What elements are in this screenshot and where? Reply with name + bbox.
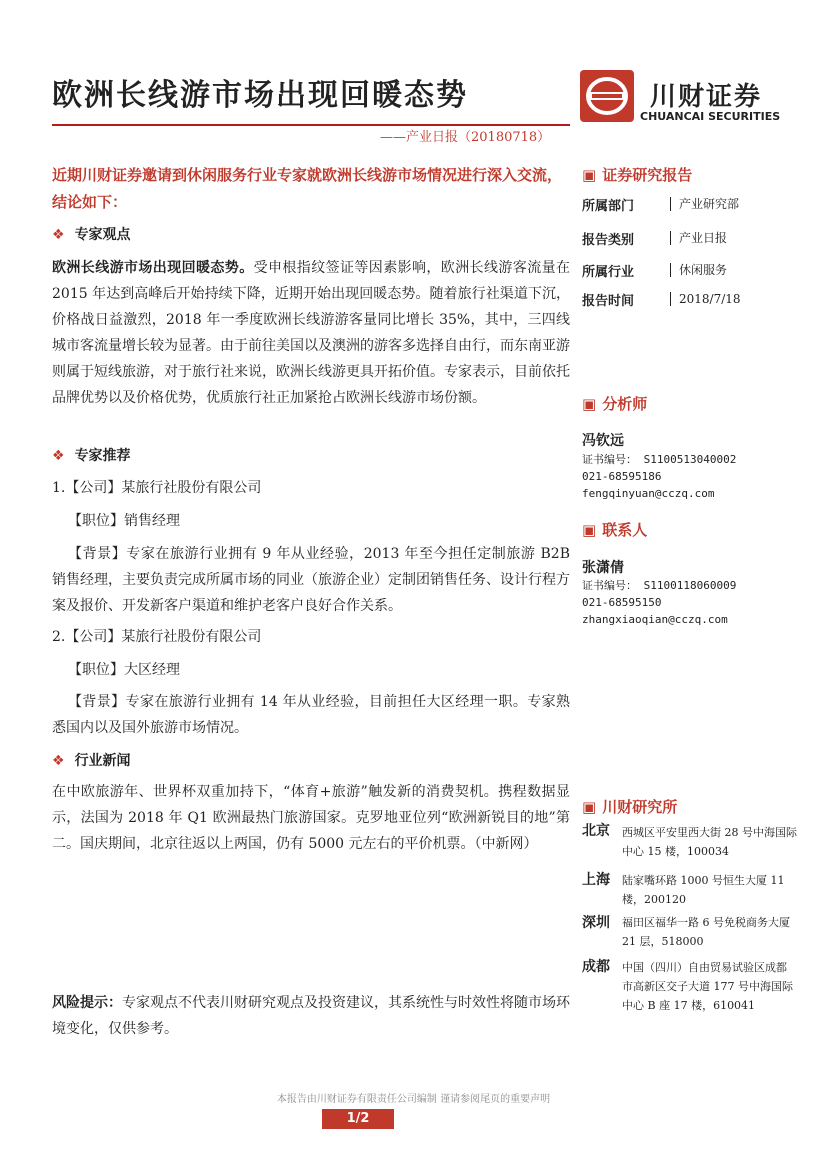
expert-view-lead: 欧洲长线游市场出现回暖态势。 [52,260,254,276]
rec-1-position: 【职位】销售经理 [68,513,180,529]
meta-label: 报告时间 [582,294,635,309]
section-heading-industry-news: ❖ 行业新闻 [52,753,131,769]
brand-name-en: CHUANCAI SECURITIES [640,110,781,123]
office-address: 中国（四川）自由贸易试验区成都市高新区交子大道 177 号中海国际中心 B 座 17 楼，610041 [622,961,793,1012]
meta-value: 产业研究部 [670,197,739,211]
contact-cert: 证书编号： S1100118060009 [582,579,737,592]
chuancai-logo [580,70,634,122]
analyst-phone: 021-68595186 [582,470,662,483]
contact-phone: 021-68595150 [582,596,662,609]
sidebar-contact-heading: ▣ 联系人 [582,521,648,539]
page-title: 欧洲长线游市场出现回暖态势 [52,78,468,113]
office-city: 成都 [582,959,610,975]
analyst-email[interactable]: fengqinyuan@cczq.com [582,487,715,500]
meta-value: 产业日报 [670,231,727,245]
section-heading-expert-rec: ❖ 专家推荐 [52,448,131,464]
expert-view-paragraph [52,255,570,411]
rec-2-background: 【背景】专家在旅游行业拥有 14 年从业经验，目前担任大区经理一职。专家熟悉国内以及国外旅游市场情况。 [52,694,570,736]
page-number: 1/2 [322,1109,394,1129]
brand-name: 川财证券 [650,82,763,112]
risk-warning [52,990,570,1042]
analyst-cert: 证书编号： S1100513040002 [582,453,737,466]
meta-label: 所属行业 [582,265,635,280]
analyst-icon: ▣ [582,395,597,413]
expert-view-body: 受申根指纹签证等因素影响，欧洲长线游客流量在 2015 年达到高峰后开始持续下降，近期开始出现回暖态势。随着旅行社渠道下沉，价格战日益激烈，2018 年一季度欧洲长线游游客量同比增长 35%，其中，三四线城市客流量增长较为显著。由于前往美国以及澳洲的游客多选择自由行，而东南亚游则属于短线旅游，对于旅行社来说，欧洲长线游更具开拓价值。专家表示，目前依托品牌优势以及价格优势，优质旅行社正加紧抢占欧洲长线游市场份额。 [52,260,571,406]
lead-summary: 近期川财证券邀请到休闲服务行业专家就欧洲长线游市场情况进行深入交流，结论如下： [52,166,563,211]
office-city: 深圳 [582,915,610,931]
risk-body: 专家观点不代表川财研究观点及投资建议，其系统性与时效性将随市场环境变化，仅供参考。 [52,995,570,1037]
footer-disclaimer: 本报告由川财证券有限责任公司编制 谨请参阅尾页的重要声明 [276,1094,551,1105]
rec-2-company: 2.【公司】某旅行社股份有限公司 [52,629,262,645]
office-city: 上海 [582,872,610,888]
meta-label: 报告类别 [582,233,635,248]
diamond-bullet-icon: ❖ [52,753,65,769]
office-address: 福田区福华一路 6 号免税商务大厦 21 层，518000 [622,916,790,948]
risk-label: 风险提示： [52,995,122,1011]
contact-icon: ▣ [582,521,597,539]
contact-name: 张潇倩 [582,560,624,576]
diamond-bullet-icon: ❖ [52,227,65,243]
analyst-name: 冯钦远 [582,433,624,449]
rec-2-position: 【职位】大区经理 [68,662,180,678]
contact-email[interactable]: zhangxiaoqian@cczq.com [582,613,728,626]
office-address: 西城区平安里西大街 28 号中海国际中心 15 楼，100034 [622,826,797,858]
sidebar-analyst-heading: ▣ 分析师 [582,395,648,413]
office-city: 北京 [582,823,610,839]
diamond-bullet-icon: ❖ [52,448,65,464]
meta-label: 所属部门 [582,199,635,214]
industry-news-paragraph: 在中欧旅游年、世界杯双重加持下，“体育+旅游”触发新的消费契机。携程数据显示，法国为 2018 年 Q1 欧洲最热门旅游国家。克罗地亚位列“欧洲新锐目的地”第二。国庆期间，北京往返以上两国，仍有 5000 元左右的平价机票。（中新网） [52,784,570,852]
sidebar-report-heading: ▣ 证券研究报告 [582,166,693,184]
report-subtitle: ——产业日报（20180718） [380,130,551,145]
office-address: 陆家嘴环路 1000 号恒生大厦 11 楼，200120 [622,874,785,906]
section-heading-expert-view: ❖ 专家观点 [52,227,131,243]
report-icon: ▣ [582,166,597,184]
meta-value: 2018/7/18 [670,292,741,306]
rec-1-background: 【背景】专家在旅游行业拥有 9 年从业经验，2013 年至今担任定制旅游 B2B 销售经理，主要负责完成所属市场的同业（旅游企业）定制团销售任务、设计行程方案及报价、开发新客户渠道和维护老客户良好合作关系。 [52,546,570,614]
meta-value: 休闲服务 [670,263,727,277]
sidebar-institute-heading: ▣ 川财研究所 [582,798,678,816]
institute-icon: ▣ [582,798,597,816]
rec-1-company: 1.【公司】某旅行社股份有限公司 [52,480,262,496]
